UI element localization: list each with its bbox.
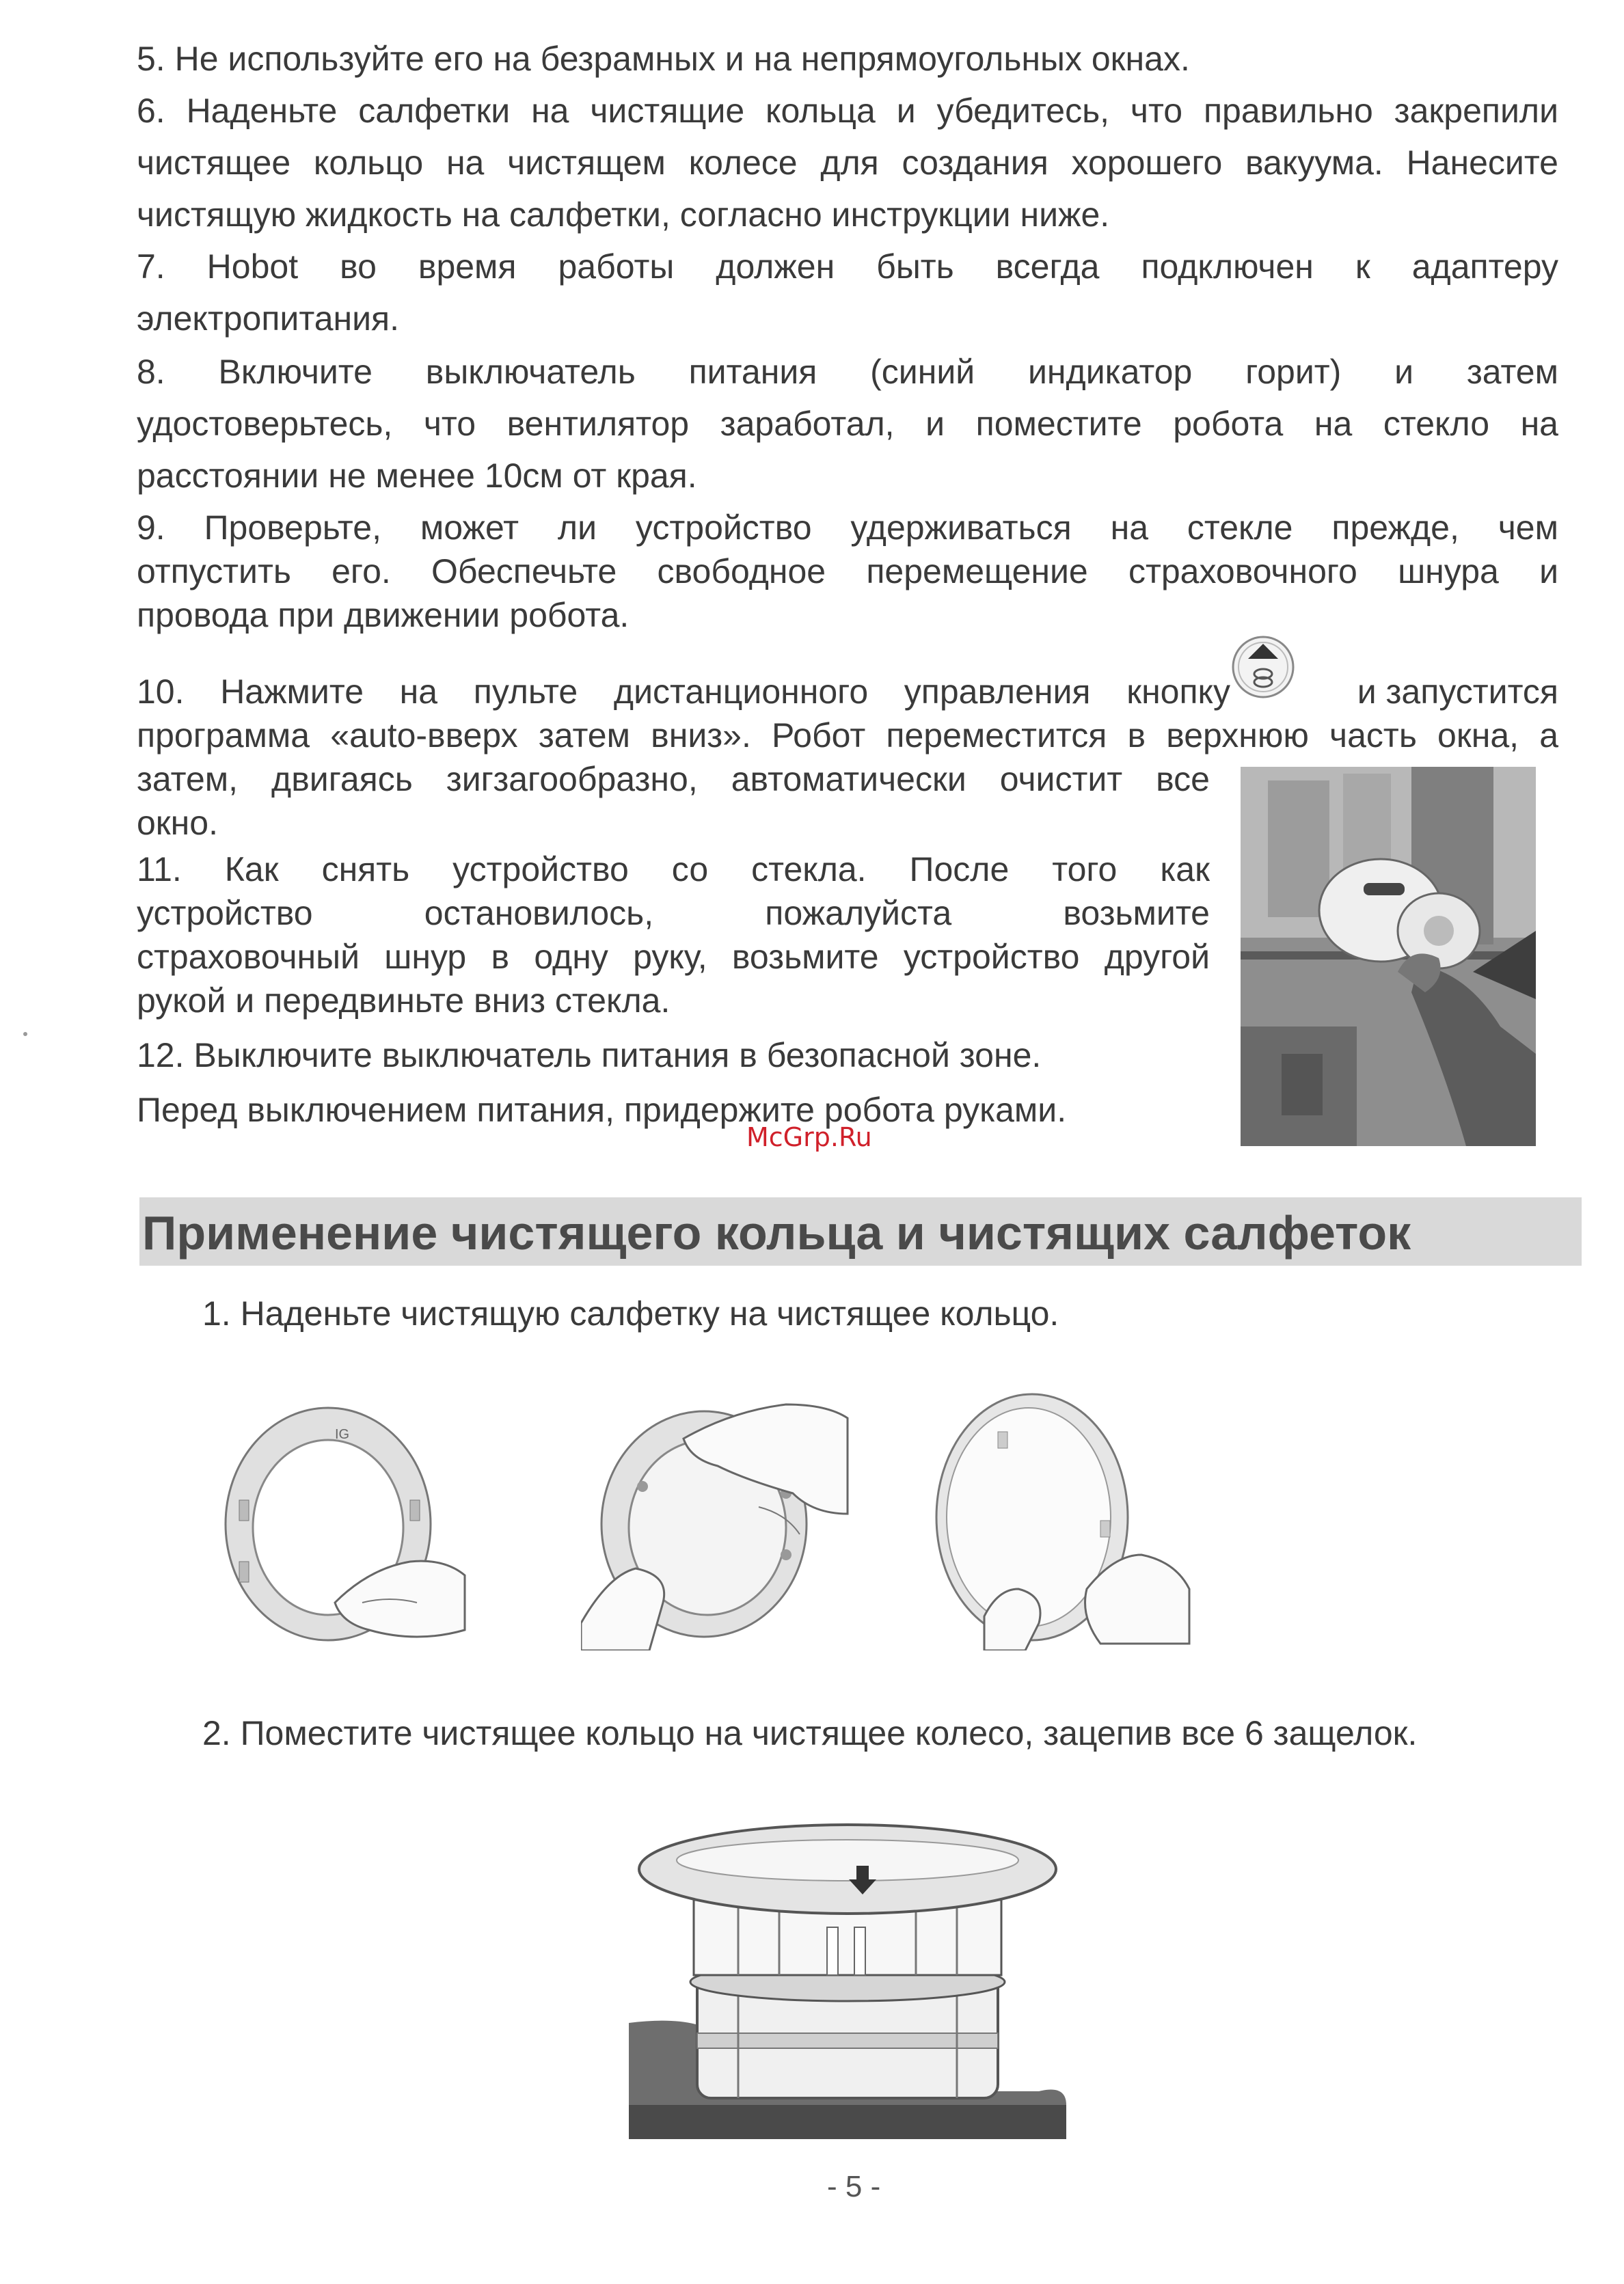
para-10-line-2: программа «auto-вверх затем вниз». Робот переместится в верхнюю часть окна, а <box>137 716 1558 754</box>
para-7-line-2: электропитания. <box>137 299 400 338</box>
para-11-line-4: рукой и передвиньте вниз стекла. <box>137 981 671 1020</box>
para-13: Перед выключением питания, придержите робота руками. <box>137 1091 1067 1129</box>
para-8-line-3: расстоянии не менее 10см от края. <box>137 457 697 495</box>
scan-mark <box>23 1032 27 1036</box>
fitting-cloth-illustration <box>581 1398 854 1650</box>
para-6-line-1: 6. Наденьте салфетки на чистящие кольца и убедитесь, что правильно закрепили <box>137 92 1558 130</box>
robot-window-photo <box>1241 767 1536 1146</box>
ring-with-cloth-illustration <box>212 1398 472 1650</box>
para-10-line-4: окно. <box>137 804 218 842</box>
step-1-text: 1. Наденьте чистящую салфетку на чистящее кольцо. <box>202 1294 1059 1333</box>
para-9-line-3: провода при движении робота. <box>137 596 630 634</box>
step-2-text: 2. Поместите чистящее кольцо на чистящее колесо, зацепив все 6 защелок. <box>202 1714 1418 1752</box>
section-heading: Применение чистящего кольца и чистящих салфеток <box>142 1206 1411 1260</box>
para-8-line-2: удостоверьтесь, что вентилятор заработал, и поместите робота на стекло на <box>137 405 1558 443</box>
para-10-line-1b: и запустится <box>1357 672 1558 711</box>
para-7-line-1: 7. Hobot во время работы должен быть всегда подключен к адаптеру <box>137 247 1558 286</box>
para-11-line-3: страховочный шнур в одну руку, возьмите устройство другой <box>137 938 1210 976</box>
ring-covered-illustration <box>909 1384 1196 1650</box>
auto-up-down-button-icon <box>1230 634 1296 700</box>
para-6-line-2: чистящее кольцо на чистящем колесе для создания хорошего вакуума. Нанесите <box>137 144 1558 182</box>
para-11-line-2: устройство остановилось, пожалуйста возьмите <box>137 894 1210 932</box>
para-8-line-1: 8. Включите выключатель питания (синий индикатор горит) и затем <box>137 353 1558 391</box>
para-6-line-3: чистящую жидкость на салфетки, согласно инструкции ниже. <box>137 195 1110 234</box>
para-10-line-3: затем, двигаясь зигзагообразно, автоматически очистит все <box>137 760 1210 798</box>
watermark: McGrp.Ru <box>746 1122 872 1152</box>
para-5: 5. Не используйте его на безрамных и на непрямоугольных окнах. <box>137 40 1190 78</box>
page-number: - 5 - <box>827 2170 881 2203</box>
para-9-line-1: 9. Проверьте, может ли устройство удерживаться на стекле прежде, чем <box>137 508 1558 547</box>
para-9-line-2: отпустить его. Обеспечьте свободное перемещение страховочного шнура и <box>137 552 1558 590</box>
para-10-line-1a: 10. Нажмите на пульте дистанционного управления кнопку <box>137 672 1230 711</box>
para-12: 12. Выключите выключатель питания в безопасной зоне. <box>137 1036 1042 1074</box>
para-11-line-1: 11. Как снять устройство со стекла. После того как <box>137 850 1210 888</box>
ring-on-wheel-illustration <box>629 1818 1066 2146</box>
ring-label: IG <box>335 1427 350 1442</box>
